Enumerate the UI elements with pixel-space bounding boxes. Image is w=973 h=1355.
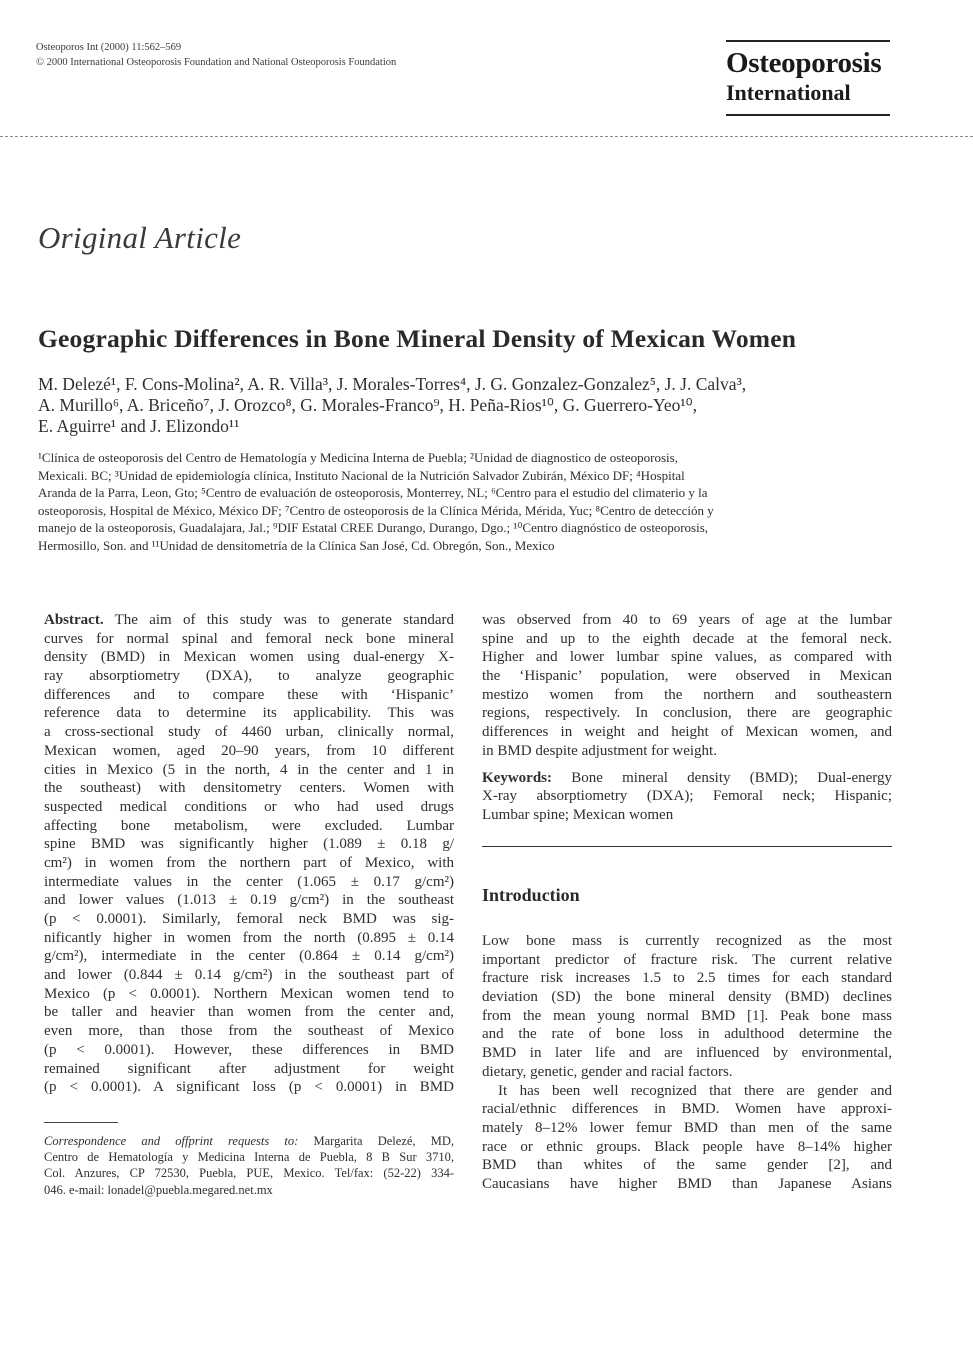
keywords-line: X-ray absorptiometry (DXA); Femoral neck; Hispanic; <box>482 788 892 805</box>
abstract-line: regions, respectively. In conclusion, there are geographic <box>482 705 892 722</box>
logo-rule-top <box>726 40 890 42</box>
abstract-line: mestizo women from the northern and southeastern <box>482 686 892 703</box>
author-list <box>38 374 908 437</box>
copyright: © 2000 International Osteoporosis Foundation and National Osteoporosis Foundation <box>36 57 397 68</box>
correspondence-line: Col. Anzures, CP 72530, Puebla, PUE, Mexico. Tel/fax: (52-22) 334- <box>44 1166 454 1181</box>
affiliation-line: Mexicali. BC; ³Unidad de epidemiología clínica, Instituto Nacional de la Nutrición Salvador Zubirán, México DF; ⁴Hospital <box>38 467 685 483</box>
abstract-line: affecting bone metabolism, were excluded. Lumbar <box>44 817 454 834</box>
abstract-line: intermediate values in the center (1.065 ± 0.17 g/cm²) <box>44 873 454 890</box>
citation: Osteoporos Int (2000) 11:562–569 <box>36 42 182 53</box>
keywords-rule <box>482 846 892 847</box>
journal-name-line1: Osteoporosis <box>726 47 882 79</box>
intro-line: deviation (SD) the bone mineral density (BMD) declines <box>482 989 892 1006</box>
intro-line: mately 8–12% lower femur BMD than men of the same <box>482 1119 892 1136</box>
introduction-body <box>482 932 892 1194</box>
author-line: M. Delezé¹, F. Cons-Molina², A. R. Villa³, J. Morales-Torres⁴, J. G. Gonzalez-Gonzalez⁵, J. J. Calva³, <box>38 374 747 394</box>
abstract-line: differences in weight and height of Mexican women, and <box>482 724 892 741</box>
keywords-line: Keywords: Bone mineral density (BMD); Dual-energy <box>482 769 892 786</box>
affiliation-line: Aranda de la Parra, Leon, Gto; ⁵Centro de evaluación de osteoporosis, Monterrey, NL; ⁶Centro para el estudio del climaterio y la <box>38 485 708 500</box>
affiliation-line: ¹Clínica de osteoporosis del Centro de Hematología y Medicina Interna de Puebla; ²Unidad de diagnostico de osteoporosis, <box>38 450 678 465</box>
correspondence-line: Centro de Hematología y Medicina Interna de Puebla, 8 B Sur 3710, <box>44 1150 454 1165</box>
affiliation-line: manejo de la osteoporosis, Guadalajara, Jal.; ⁹DIF Estatal CREE Durango, Durango, Dgo.; ¹⁰Centro diagnóstico de osteoporosis, <box>38 520 709 535</box>
intro-line: BMD in later life and are influenced by environmental, <box>482 1045 892 1062</box>
affiliation-line: osteoporosis, Hospital de México, México DF; ⁷Centro de osteoporosis de la Clínica Mérida, Mérida, Yuc; ⁸Centro de detección y <box>38 502 714 518</box>
intro-line: important predictor of fracture risk. The current relative <box>482 951 892 968</box>
abstract-line: (p < 0.0001). A significant loss (p < 0.0001) in BMD <box>44 1079 454 1096</box>
abstract-line: nificantly higher in women from the north (0.895 ± 0.14 <box>44 929 454 946</box>
footnote-rule <box>44 1122 118 1123</box>
abstract-line: Mexico (p < 0.0001). Northern Mexican women tend to <box>44 985 454 1002</box>
abstract-line: and lower values (1.013 ± 0.19 g/cm²) in the southeast <box>44 892 454 909</box>
correspondence-line: Correspondence and offprint requests to: Margarita Delezé, MD, <box>44 1134 454 1148</box>
affiliations <box>38 449 898 554</box>
abstract-line: ray absorptiometry (DXA), to analyze geographic <box>44 668 454 685</box>
keywords-line: Lumbar spine; Mexican women <box>482 806 674 823</box>
affiliation-line: Hermosillo, Son. and ¹¹Unidad de densitometría de la Clínica San José, Cd. Obregón, Son., Mexico <box>38 537 555 553</box>
abstract-line: cities in Mexico (5 in the north, 4 in the center and 1 in <box>44 761 454 778</box>
author-line: A. Murillo⁶, A. Briceño⁷, J. Orozco⁸, G. Morales-Franco⁹, H. Peña-Rios¹⁰, G. Guerrero-Yeo¹⁰, <box>38 395 698 415</box>
intro-line: racial/ethnic differences in BMD. Women have approxi- <box>482 1101 892 1118</box>
abstract-continuation <box>482 611 892 825</box>
intro-line: dietary, genetic, gender and racial factors. <box>482 1063 733 1080</box>
abstract-line: Abstract. The aim of this study was to generate standard <box>44 612 454 628</box>
intro-line: Low bone mass is currently recognized as the most <box>482 933 892 949</box>
abstract-line: be taller and heavier than women from the center and, <box>44 1004 454 1021</box>
abstract-line: the ‘Hispanic’ population, were observed in Mexican <box>482 668 892 685</box>
correspondence-label: Correspondence and offprint requests to: <box>44 1134 299 1148</box>
intro-line: and the rate of bone loss in adulthood determine the <box>482 1026 892 1043</box>
abstract-line: g/cm²), intermediate in the center (0.864 ± 0.14 g/cm²) <box>44 948 454 965</box>
intro-line: It has been well recognized that there are gender and <box>498 1082 892 1099</box>
introduction-heading: Introduction <box>482 885 580 905</box>
article-title: Geographic Differences in Bone Mineral Density of Mexican Women <box>38 324 797 353</box>
abstract-line: was observed from 40 to 69 years of age at the lumbar <box>482 612 892 628</box>
abstract-line: remained significant after adjustment for weight <box>44 1060 454 1077</box>
abstract-line: (p < 0.0001). Similarly, femoral neck BMD was sig- <box>44 911 454 927</box>
keywords-label: Keywords: <box>482 769 552 786</box>
abstract-line: suspected medical conditions or who had used drugs <box>44 798 454 815</box>
abstract-line: in BMD despite adjustment for weight. <box>482 742 717 759</box>
intro-line: from the mean young normal BMD [1]. Peak bone mass <box>482 1007 892 1024</box>
abstract-line: Higher and lower lumbar spine values, as compared with <box>482 649 892 666</box>
correspondence-line: 046. e-mail: lonadel@puebla.megared.net.mx <box>44 1182 273 1197</box>
abstract-line: (p < 0.0001). However, these differences in BMD <box>44 1041 454 1058</box>
abstract-line: even more, than those from the southeast of Mexico <box>44 1023 454 1040</box>
abstract-line: differences and to compare these with ‘Hispanic’ <box>44 686 454 703</box>
intro-line: Caucasians have higher BMD than Japanese Asians <box>482 1175 892 1192</box>
author-line: E. Aguirre¹ and J. Elizondo¹¹ <box>38 416 240 436</box>
abstract-line: the southeast) with densitometry centers. Women with <box>44 780 454 797</box>
header-divider <box>0 136 973 137</box>
abstract-line: density (BMD) in Mexican women using dual-energy X- <box>44 649 454 666</box>
article-type: Original Article <box>38 220 242 255</box>
running-header <box>36 40 396 70</box>
abstract-line: spine BMD was significantly higher (1.089 ± 0.18 g/ <box>44 836 454 853</box>
abstract-line: reference data to determine its applicability. This was <box>44 705 454 722</box>
abstract-label: Abstract. <box>44 612 104 628</box>
abstract <box>44 611 454 1097</box>
journal-logo <box>726 40 890 116</box>
intro-line: BMD than whites of the same gender [2], and <box>482 1157 892 1174</box>
abstract-line: curves for normal spinal and femoral neck bone mineral <box>44 630 454 647</box>
abstract-line: a cross-sectional study of 4460 urban, clinically normal, <box>44 724 454 741</box>
abstract-line: and lower (0.844 ± 0.14 g/cm²) in the southeast part of <box>44 967 454 984</box>
journal-name-line2: International <box>726 80 851 105</box>
correspondence-footnote <box>44 1133 454 1198</box>
abstract-line: spine and up to the eighth decade at the femoral neck. <box>482 630 892 647</box>
abstract-line: Mexican women, aged 20–90 years, from 10 different <box>44 742 454 759</box>
intro-line: race or ethnic groups. Black people have 8–14% higher <box>482 1138 892 1155</box>
logo-rule-bottom <box>726 114 890 116</box>
intro-line: fracture risk increases 1.5 to 2.5 times for each standard <box>482 970 892 987</box>
abstract-line: cm²) in women from the northern part of Mexico, with <box>44 854 454 871</box>
